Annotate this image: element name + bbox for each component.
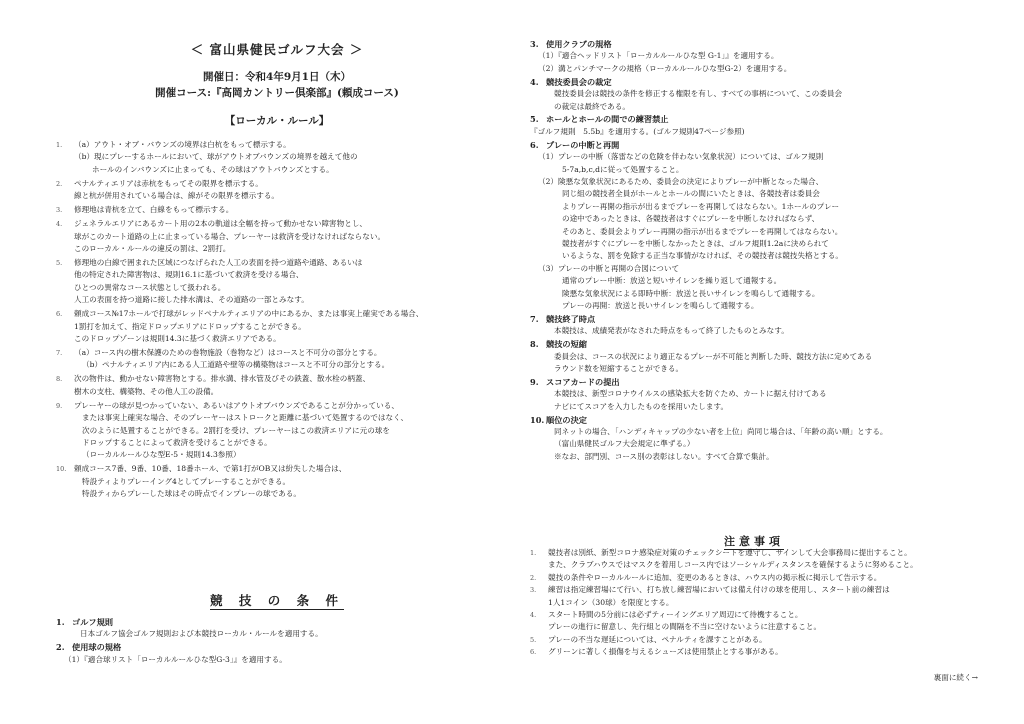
section-number: 8.	[530, 339, 539, 350]
condition-section	[530, 113, 978, 138]
section-number: 9.	[530, 376, 539, 387]
note-item	[530, 646, 978, 658]
section-line: 競技者がすぐにプレーを中断しなかったときは、ゴルフ規則1.2aに決められて	[562, 238, 829, 248]
condition-section	[530, 38, 978, 75]
note-item	[530, 634, 978, 646]
note-number: 5.	[530, 635, 537, 644]
note-line: スタート時間の5分前には必ずティーイングエリア周辺にて待機すること。	[548, 610, 803, 619]
section-line: いるような、罰を免除する正当な事情がなければ、その競技者は競技失格とする。	[562, 251, 843, 261]
section-line: （2）溝とパンチマークの規格（ローカルルールひな型G-2）を適用する。	[538, 63, 792, 73]
note-item	[530, 547, 978, 572]
rule-number: 4.	[56, 220, 63, 229]
section-line: そのあと、委員会よりプレー再開の指示が出るまでプレーを再開してはならない。	[562, 226, 843, 236]
section-line: （3）プレーの中断と再開の合図について	[538, 263, 680, 273]
section-title-text: ゴルフ規則	[72, 617, 113, 627]
section-line: 競技委員会は競技の条件を修正する権限を有し、すべての事柄について、この委員会	[554, 89, 843, 99]
condition-section-title	[530, 113, 978, 125]
rule-line: 次のように処置することができる。2罰打を受け、プレーヤーはこの救済エリアに元の球を	[82, 425, 390, 435]
section-title-text: ホールとホールの間での練習禁止	[546, 114, 669, 125]
condition-section	[530, 313, 978, 338]
rule-line: 修理地の白線で囲まれた区域につなげられた人工の表面を持つ道路や通路、あるいは	[74, 258, 363, 267]
section-line: ラウンド数を短縮することができる。	[554, 363, 684, 373]
section-line: （2）険悪な気象状況にあるため、委員会の決定によりプレーが中断となった場合、	[538, 176, 824, 186]
section-title-text: スコアカードの提出	[546, 376, 620, 387]
note-item	[530, 572, 978, 584]
condition-section	[56, 616, 498, 641]
rule-line: 特設ティからプレーした球はその時点でインプレーの球である。	[82, 489, 301, 499]
local-rule-item	[56, 308, 498, 345]
condition-section-title	[530, 313, 978, 325]
section-number: 5.	[530, 114, 539, 125]
rule-number: 7.	[56, 349, 63, 357]
rule-line: ジェネラルエリアにあるカート用の2本の軌道は全幅を持って動かせない障害物とし、	[74, 219, 368, 229]
section-title-text: 競技委員会の裁定	[546, 76, 612, 87]
local-rule-item	[56, 204, 498, 216]
local-rule-item	[56, 463, 498, 500]
rule-line: プレーヤーの球が見つかっていない、あるいはアウトオブバウンズであることが分かっている、	[74, 400, 399, 410]
section-line: 『ゴルフ規則 5.5b』を適用する。(ゴルフ規則47ページ参照)	[530, 126, 745, 136]
note-line: 競技者は別紙、新型コロナ感染症対策のチェックシートを遵守し、サインして大会事務局に提出すること。	[548, 548, 912, 557]
section-line: の途中であったときは、各競技者はすぐにプレーを中断しなければならず、	[562, 214, 820, 224]
rule-line: 他の特定された障害物は、規則16.1に基づいて救済を受ける場合、	[74, 270, 304, 280]
rule-line: 人工の表面を持つ道路に接した排水溝は、その道路の一部とみなす。	[74, 295, 309, 305]
section-line: 本競技は、新型コロナウイルスの感染拡大を防ぐため、カートに据え付けてある	[554, 389, 827, 399]
condition-section-title	[530, 376, 978, 388]
section-line: （1）『適合ヘッドリスト「ローカルルールひな型 G-1」』を適用する。	[538, 51, 779, 61]
note-line: また、クラブハウスではマスクを着用しコース内ではソーシャルディスタンスを確保するように努めること。	[548, 560, 918, 570]
rule-line: ドロップすることによって救済を受けることができる。	[82, 438, 272, 448]
section-number: 7.	[530, 313, 539, 324]
section-line: よりプレー再開の指示が出るまでプレーを再開してはならない。1ホールのプレー	[562, 201, 840, 211]
note-line: 競技の条件やローカルルールに追加、変更のあるときは、ハウス内の掲示板に掲示して告示する。	[548, 572, 882, 582]
rule-line: 次の物件は、動かせない障害物とする。排水溝、排水管及びその鉄蓋、散水栓の柄蓋、	[74, 374, 371, 384]
note-item	[530, 609, 978, 634]
section-line: 険悪な気象状況による即時中断：放送と長いサイレンを鳴らして通報する。	[562, 288, 820, 298]
rule-number: 2.	[56, 179, 63, 188]
section-number: 4.	[530, 76, 539, 87]
section-line: （富山県健民ゴルフ大会規定に準ずる。）	[554, 439, 695, 449]
local-rule-item	[56, 373, 498, 398]
condition-section	[530, 414, 978, 464]
rule-line: ホールのインバウンズに止まっても、その球はアウトバウンズとする。	[92, 164, 334, 174]
condition-section-title	[530, 38, 978, 50]
rule-line: 線と杭が併用されている場合は、線がその限界を標示する。	[74, 191, 280, 201]
document-title: ＜ 富山県健民ゴルフ大会 ＞	[190, 42, 364, 57]
local-rules-heading: 【ローカル・ルール】	[224, 115, 330, 127]
section-line: 日本ゴルフ協会ゴルフ規則および本競技ローカル・ルールを適用する。	[80, 629, 323, 639]
rule-line: 球がこのカート道路の上に止まっている場合、プレーヤーは救済を受けなければならない。	[74, 231, 386, 241]
section-title-text: 競技の短縮	[546, 339, 587, 350]
local-rule-item	[56, 347, 498, 372]
condition-section-title	[56, 616, 498, 628]
section-line: ナビにてスコアを入力したものを採用いたします。	[554, 401, 729, 411]
section-line: 同じ組の競技者全員がホールとホールの間にいたときは、各競技者は委員会	[562, 189, 820, 199]
event-date: 開催日：令和4年9月1日（木）	[203, 71, 351, 83]
rule-line: 特設ティよりプレーイング4としてプレーすることができる。	[82, 476, 291, 486]
local-rule-item	[56, 218, 498, 255]
conditions-heading: 競 技 の 条 件	[210, 593, 344, 608]
section-number: 6.	[530, 139, 539, 150]
continue-footer: 裏面に続く→	[933, 673, 978, 682]
section-number: 2.	[56, 642, 65, 653]
rule-line: 1罰打を加えて、指定ドロップエリアにドロップすることができる。	[74, 321, 306, 331]
section-line: プレーの再開：放送と長いサイレンを鳴らして通報する。	[562, 300, 759, 310]
section-line: （1）プレーの中断（落雷などの危険を伴わない気象状況）については、ゴルフ規則	[538, 152, 824, 162]
rule-number: 10.	[56, 465, 67, 474]
condition-section-title	[530, 414, 978, 426]
note-line: 1人1コイン（30球）を限度とする。	[548, 597, 674, 607]
rule-line: （ローカルルールひな型E-5・規則14.3参照）	[82, 450, 241, 460]
rule-number: 5.	[56, 259, 63, 267]
condition-section-title	[530, 338, 978, 350]
rule-line: （a）コース内の樹木保護のための巻物施設（巻物など）はコースと不可分の部分とする。	[74, 348, 382, 357]
rule-line: （b）現にプレーするホールにおいて、球がアウトオブバウンズの境界を越えて他の	[74, 152, 358, 162]
condition-section	[530, 376, 978, 413]
rule-line: ひとつの異常なコース状態として扱われる。	[74, 282, 226, 292]
note-line: グリーンに著しく損傷を与えるシューズは使用禁止とする事がある。	[548, 647, 783, 657]
rule-number: 6.	[56, 310, 63, 319]
note-number: 6.	[530, 648, 537, 657]
condition-section	[530, 139, 978, 313]
note-number: 2.	[530, 573, 537, 582]
rule-line: または事実上確実な場合、そのプレーヤーはストロークと距離に基づいて処置するのではなく、	[82, 413, 409, 423]
local-rule-item	[56, 257, 498, 307]
section-number: 3.	[530, 39, 539, 49]
section-line: 5-7a,b,c,dに従って処置すること。	[562, 164, 684, 174]
rule-line: 頼成コース№17ホールで打球がレッドペナルティエリアの中にあるか、または事実上確実である場合、	[74, 309, 424, 319]
section-title-text: 競技終了時点	[546, 313, 596, 324]
section-title-text: 使用クラブの規格	[546, 39, 612, 49]
note-line: プレーの進行に留意し、先行組との間隔を不当に空けないように注意すること。	[548, 622, 822, 632]
condition-section	[530, 76, 978, 113]
section-line: 委員会は、コースの状況により適正なるプレーが不可能と判断した時、競技方法に定めてある	[554, 351, 873, 361]
condition-section	[530, 338, 978, 375]
section-line: 本競技は、成績発表がなされた時点をもって終了したものとみなす。	[554, 326, 789, 336]
note-number: 4.	[530, 611, 537, 619]
condition-section-title	[530, 76, 978, 88]
rule-line: ペナルティエリアは赤杭をもってその限界を標示する。	[74, 178, 263, 188]
note-line: 練習は指定練習場にて行い、打ち放し練習場においては備え付けの球を使用し、スタート前の練習は	[548, 585, 890, 595]
note-line: プレーの不当な遅延については、ペナルティを課すことがある。	[548, 634, 767, 644]
section-title-text: 順位の決定	[546, 414, 587, 425]
condition-section-title	[530, 139, 978, 151]
local-rule-item	[56, 178, 498, 203]
condition-section-title	[56, 641, 498, 653]
section-line: 通常のプレー中断：放送と短いサイレンを繰り返して通報する。	[562, 276, 782, 286]
rule-line: このローカル・ルールの違反の罰は、2罰打。	[74, 244, 231, 253]
rule-line: 頼成コース7番、9番、10番、18番ホール、で第1打がOB又は紛失した場合は、	[74, 464, 347, 474]
condition-section	[56, 641, 498, 666]
section-line: （1）『適合球リスト「ローカルルールひな型G-3」』を適用する。	[64, 654, 287, 664]
rule-line: （b）ペナルティエリア内にある人工道路や壁等の構築物はコースと不可分の部分とする。	[82, 360, 390, 370]
section-number: 10.	[530, 414, 545, 425]
rule-line: 樹木の支柱、構築物、その他人工の設備。	[74, 386, 219, 396]
note-item	[530, 584, 978, 609]
section-title-text: 使用球の規格	[72, 642, 122, 653]
local-rule-item	[56, 139, 498, 176]
section-title-text: プレーの中断と再開	[546, 139, 620, 150]
rule-number: 9.	[56, 401, 63, 410]
section-line: ※なお、部門別、コース別の表彰はしない。すべて合算で集計。	[554, 451, 774, 461]
notes-heading: 注意事項	[724, 535, 784, 548]
note-number: 1.	[530, 549, 537, 557]
rule-number: 8.	[56, 375, 63, 384]
section-number: 1.	[56, 617, 65, 627]
note-number: 3.	[530, 586, 537, 595]
rule-line: 修理地は青杭を立て、白線をもって標示する。	[74, 205, 234, 215]
rule-line: このドロップゾーンは規則14.3に基づく救済エリアである。	[74, 334, 281, 343]
rule-line: （a）アウト・オブ・バウンズの境界は白杭をもって標示する。	[74, 140, 291, 149]
section-line: の裁定は最終である。	[554, 101, 630, 111]
section-line: 同ネットの場合、「ハンディキャップの少ない者を上位」尚同じ場合は、「年齢の高い順」とする。	[554, 426, 888, 436]
local-rule-item	[56, 400, 498, 462]
rule-number: 1.	[56, 141, 63, 149]
event-course: 開催コース:『高岡カントリー倶楽部』(頼成コース)	[155, 87, 399, 99]
rule-number: 3.	[56, 206, 63, 215]
